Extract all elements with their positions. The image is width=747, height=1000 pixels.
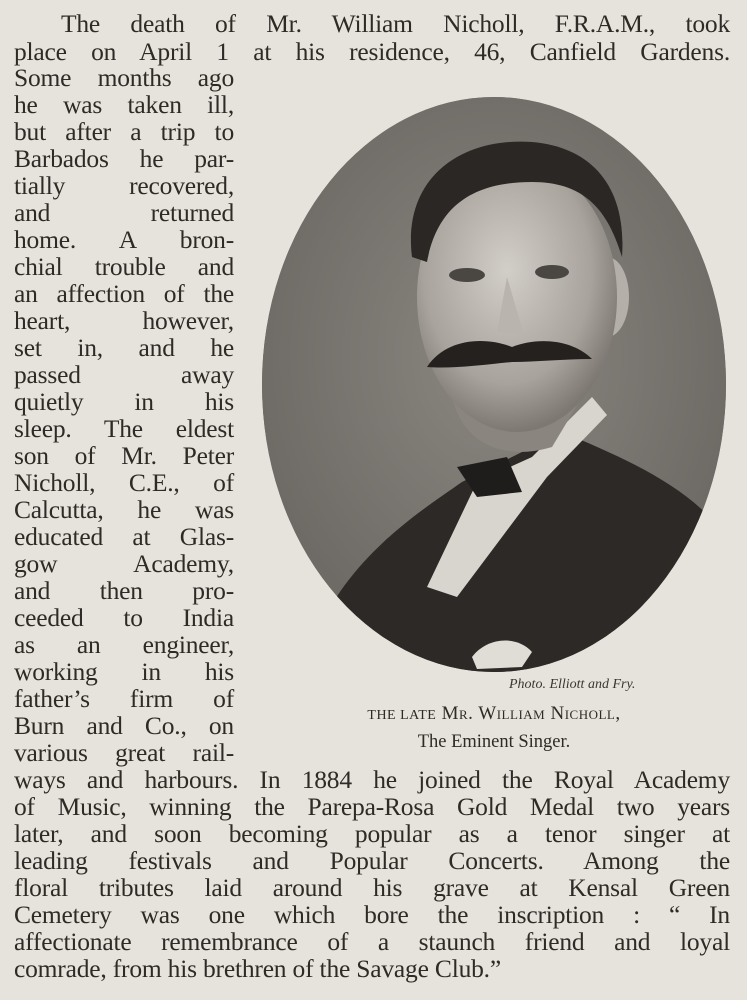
article-line: tially recovered, <box>14 171 234 200</box>
article-line: floral tributes laid around his grave at Kensal Green <box>14 873 730 902</box>
article-line: The death of Mr. William Nicholl, F.R.A.M., took <box>61 9 730 38</box>
article-line: but after a trip to <box>14 117 234 146</box>
article-line: Calcutta, he was <box>14 495 234 524</box>
article-line: of Music, winning the Parepa-Rosa Gold Medal two years <box>14 792 730 821</box>
article-line: working in his <box>14 657 234 686</box>
article-line: son of Mr. Peter <box>14 441 234 470</box>
article-line: passed away <box>14 360 234 389</box>
article-line: various great rail- <box>14 738 234 767</box>
caption-title <box>326 703 662 725</box>
article-line: set in, and he <box>14 333 234 362</box>
article-line: Cemetery was one which bore the inscription : “ In <box>14 900 730 929</box>
article-line: Burn and Co., on <box>14 711 234 740</box>
article-line: quietly in his <box>14 387 234 416</box>
article-line: affectionate remembrance of a staunch friend and loyal <box>14 927 730 956</box>
caption-title-prefix: THE LATE <box>367 708 437 723</box>
article-line: father’s firm of <box>14 684 234 713</box>
article-line: Some months ago <box>14 63 234 92</box>
article-line: ceeded to India <box>14 603 234 632</box>
portrait-photo <box>262 97 726 672</box>
article-line: heart, however, <box>14 306 234 335</box>
article-line: and returned <box>14 198 234 227</box>
article-line: as an engineer, <box>14 630 234 659</box>
article-line: sleep. The eldest <box>14 414 234 443</box>
article-line: gow Academy, <box>14 549 234 578</box>
article-line: educated at Glas- <box>14 522 234 551</box>
article-line: an affection of the <box>14 279 234 308</box>
article-line: leading festivals and Popular Concerts. Among the <box>14 846 730 875</box>
article-line: home. A bron- <box>14 225 234 254</box>
portrait-illustration <box>262 97 726 672</box>
article-line: and then pro- <box>14 576 234 605</box>
article-line: place on April 1 at his residence, 46, Canfield Gardens. <box>14 37 730 66</box>
article-line: ways and harbours. In 1884 he joined the Royal Academy <box>14 765 730 794</box>
caption-subtitle: The Eminent Singer. <box>417 732 571 752</box>
article-line: comrade, from his brethren of the Savage Club.” <box>14 954 501 983</box>
article-line: Barbados he par- <box>14 144 234 173</box>
photo-credit: Photo. Elliott and Fry. <box>509 677 636 692</box>
article-line: later, and soon becoming popular as a tenor singer at <box>14 819 730 848</box>
article-line: he was taken ill, <box>14 90 234 119</box>
article-line: chial trouble and <box>14 252 234 281</box>
caption-title-name: Mr. William Nicholl, <box>441 703 621 724</box>
article-line: Nicholl, C.E., of <box>14 468 234 497</box>
